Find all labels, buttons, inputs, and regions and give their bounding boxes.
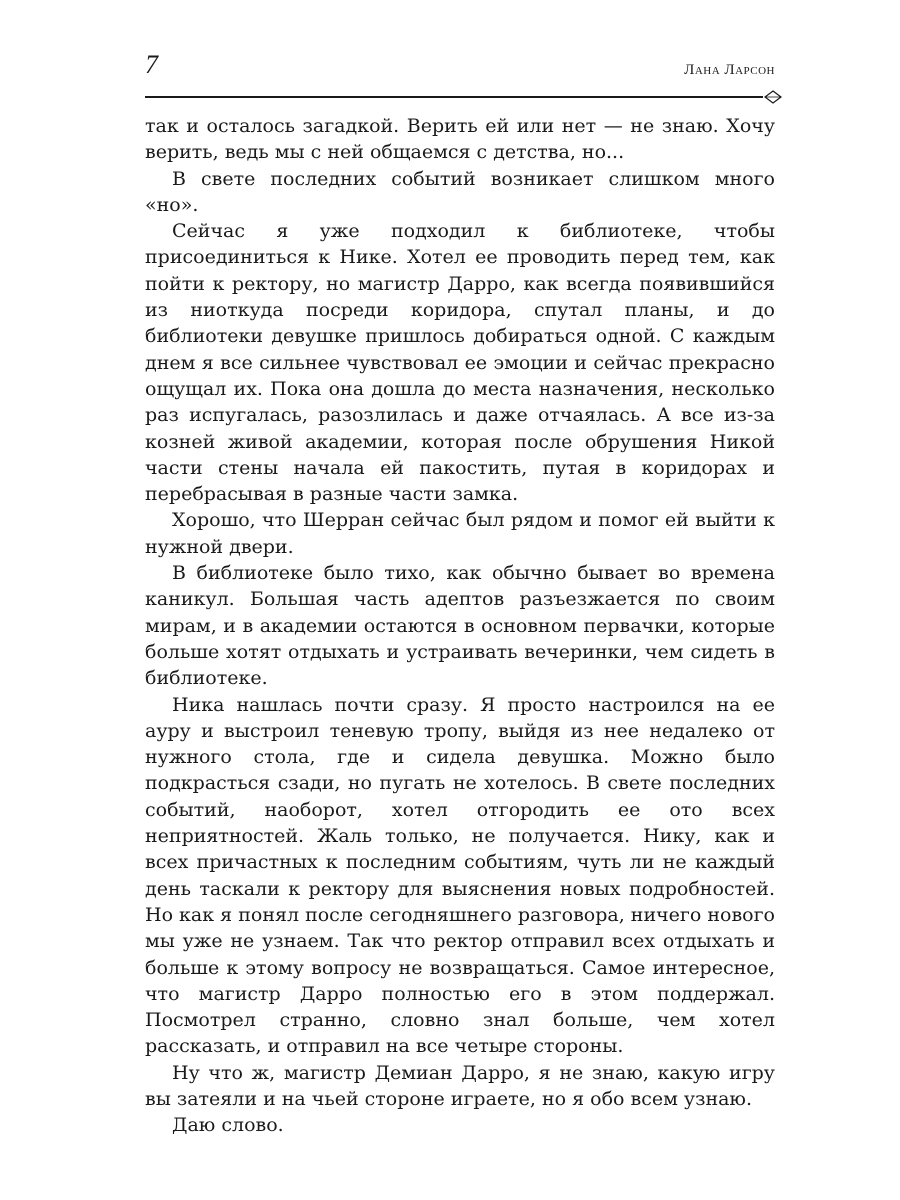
running-head: Лана Ларсон: [684, 62, 775, 78]
paragraph: Ника нашлась почти сразу. Я просто настроился на ее ауру и выстроил теневую тропу, выйдя из нее недалеко от нужного стола, где и сидела девушка. Можно было подкрасться сзади, но пугать не хотелось. В свете последних событий, наоборот, хотел отгородить ее ото всех неприятностей. Жаль только, не получается. Нику, как и всех причастных к последним событиям, чуть ли не каждый день таскали к ректору для выяснения новых подробностей. Но как я понял после сегодняшнего разговора, ничего нового мы уже не узнаем. Так что ректор отправил всех отдыхать и больше к этому вопросу не возвращаться. Самое интересное, что магистр Дарро полностью его в этом поддержал. Посмотрел странно, словно знал больше, чем хотел рассказать, и отправил на все четыре стороны.: [145, 693, 775, 1058]
paragraph: Даю слово.: [172, 1114, 284, 1137]
paragraph: Сейчас я уже подходил к библиотеке, чтобы присоединиться к Нике. Хотел ее проводить перед тем, как пойти к ректору, но магистр Дарро, как всегда появившийся из ниоткуда посреди коридора, спутал планы, и до библиотеки девушке пришлось добираться одной. С каждым днем я все сильнее чувствовал ее эмоции и сейчас прекрасно ощущал их. Пока она дошла до места назначения, несколько раз испугалась, разозлилась и даже отчаялась. А все из-за козней живой академии, которая после обрушения Никой части стены начала ей пакостить, путая в коридорах и перебрасывая в разные части замка.: [145, 220, 775, 506]
paragraph: Хорошо, что Шерран сейчас был рядом и помог ей выйти к нужной двери.: [145, 509, 775, 558]
paragraph: В свете последних событий возникает слишком много «но».: [145, 167, 775, 216]
paragraph: В библиотеке было тихо, как обычно бывает во времена каникул. Большая часть адептов разъезжается по своим мирам, и в академии остаются в основном первачки, которые больше хотят отдыхать и устраивать вечеринки, чем сидеть в библиотеке.: [145, 562, 775, 690]
text-body: [145, 113, 775, 1139]
header-rule: [145, 90, 785, 106]
paragraph: Ну что ж, магистр Демиан Дарро, я не знаю, какую игру вы затеяли и на чьей стороне играете, но я обо всем узнаю.: [145, 1061, 775, 1110]
paragraph: так и осталось загадкой. Верить ей или нет — не знаю. Хочу верить, ведь мы с ней общаемся с детства, но...: [145, 115, 775, 164]
diamond-ornament-icon: [765, 91, 781, 103]
page-number: 7: [145, 50, 158, 79]
